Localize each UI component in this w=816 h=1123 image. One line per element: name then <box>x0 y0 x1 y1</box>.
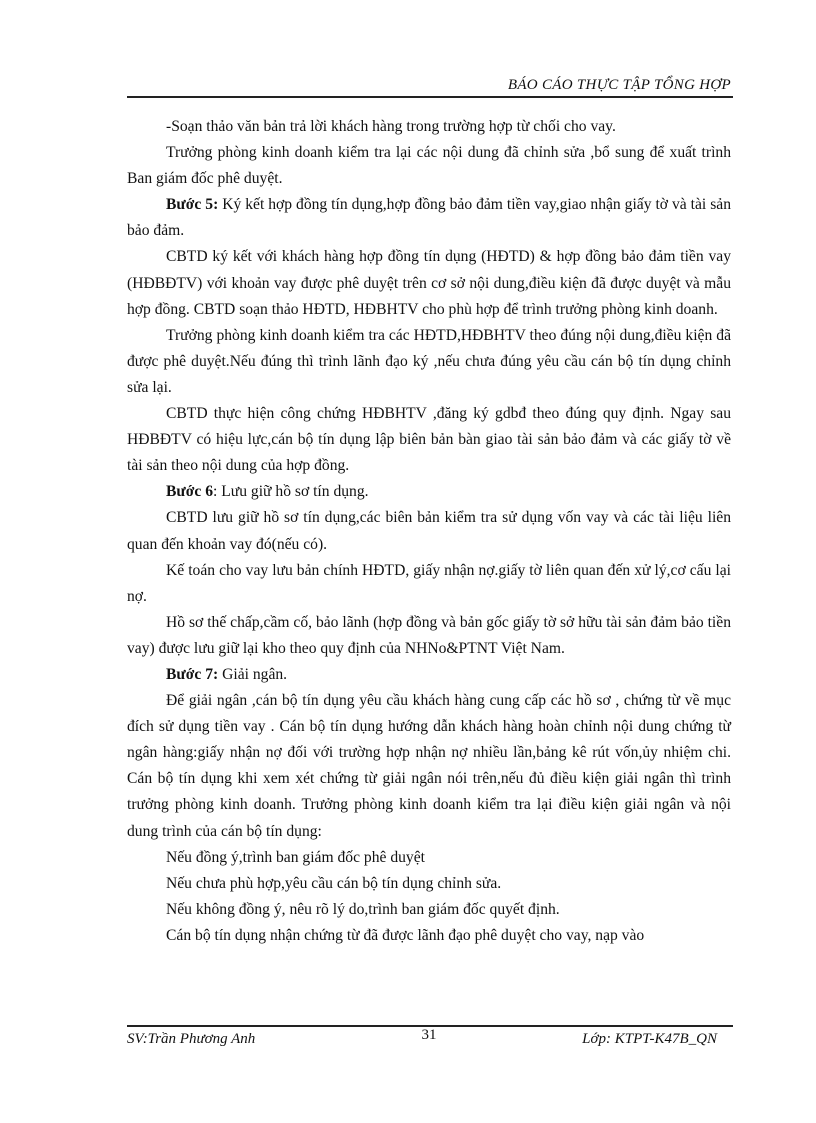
step-7-text: Giải ngân. <box>218 665 288 683</box>
step-6-text: : Lưu giữ hồ sơ tín dụng. <box>213 483 369 501</box>
paragraph: Cán bộ tín dụng nhận chứng từ đã được lãnh đạo phê duyệt cho vay, nạp vào <box>166 926 645 944</box>
step-5-paragraph <box>127 192 731 244</box>
list-item: Nếu không đồng ý, nêu rõ lý do,trình ban giám đốc quyết định. <box>166 900 560 918</box>
running-header: BÁO CÁO THỰC TẬP TỔNG HỢP <box>507 77 731 93</box>
step-7-paragraph <box>127 662 731 688</box>
paragraph: -Soạn thảo văn bản trả lời khách hàng trong trường hợp từ chối cho vay. <box>166 118 616 135</box>
page-number: 31 <box>421 1027 437 1043</box>
list-item: Nếu đồng ý,trình ban giám đốc phê duyệt <box>166 848 425 866</box>
step-5-text: Ký kết hợp đồng tín dụng,hợp đồng bảo đảm tiền vay,giao nhận giấy tờ và tài sản bảo đảm. <box>127 196 732 240</box>
paragraph: Trưởng phòng kinh doanh kiểm tra lại các nội dung đã chỉnh sửa ,bổ sung để xuất trình Ban giám đốc phê duyệt. <box>127 144 731 188</box>
paragraph: CBTD ký kết với khách hàng hợp đồng tín dụng (HĐTD) & hợp đồng bảo đảm tiền vay (HĐBĐTV) với khoản vay được phê duyệt trên cơ sở nội dung,điều kiện đã được duyệt và mẫu hợp đồng. CBTD soạn thảo HĐTD, HĐBHTV cho phù hợp để trình trưởng phòng kinh doanh. <box>127 248 731 318</box>
paragraph: CBTD thực hiện công chứng HĐBHTV ,đăng ký gdbđ theo đúng quy định. Ngay sau HĐBĐTV có hiệu lực,cán bộ tín dụng lập biên bản bàn giao tài sản bảo đảm và các giấy tờ về tài sản theo nội dung của hợp đồng. <box>127 405 731 475</box>
step-6-paragraph <box>127 479 731 505</box>
page-footer <box>127 1027 731 1049</box>
paragraph: Trưởng phòng kinh doanh kiểm tra các HĐTD,HĐBHTV theo đúng nội dung,điều kiện đã được phê duyệt.Nếu đúng thì trình lãnh đạo ký ,nếu chưa đúng yêu cầu cán bộ tín dụng chỉnh sửa lại. <box>127 326 731 396</box>
step-7-label: Bước 7: <box>166 665 219 683</box>
paragraph: Kế toán cho vay lưu bản chính HĐTD, giấy nhận nợ.giấy tờ liên quan đến xử lý,cơ cấu lại nợ. <box>127 561 731 605</box>
step-6-label: Bước 6 <box>166 483 214 501</box>
footer-class: Lớp: KTPT-K47B_QN <box>582 1031 717 1047</box>
paragraph: CBTD lưu giữ hồ sơ tín dụng,các biên bản kiểm tra sử dụng vốn vay và các tài liệu liên quan đến khoản vay đó(nếu có). <box>127 509 731 553</box>
paragraph: Để giải ngân ,cán bộ tín dụng yêu cầu khách hàng cung cấp các hồ sơ , chứng từ về mục đích sử dụng tiền vay . Cán bộ tín dụng hướng dẫn khách hàng hoàn chỉnh nội dung chứng từ ngân hàng:giấy nhận nợ đối với trường hợp nhận nợ nhiều lần,bảng kê rút vốn,ủy nhiệm chi. Cán bộ tín dụng khi xem xét chứng từ giải ngân nói trên,nếu đủ điều kiện giải ngân thì trình trưởng phòng kinh doanh. Trưởng phòng kinh doanh kiểm tra lại điều kiện giải ngân và nội dung trình của cán bộ tín dụng: <box>127 692 731 840</box>
header-divider <box>127 96 733 98</box>
list-item: Nếu chưa phù hợp,yêu cầu cán bộ tín dụng chỉnh sửa. <box>166 874 502 892</box>
footer-student: SV:Trần Phương Anh <box>127 1031 256 1047</box>
paragraph: Hồ sơ thế chấp,cầm cố, bảo lãnh (hợp đồng và bản gốc giấy tờ sở hữu tài sản đảm bảo tiền vay) được lưu giữ lại kho theo quy định của NHNo&PTNT Việt Nam. <box>127 613 731 657</box>
step-5-label: Bước 5: <box>166 196 219 214</box>
page-body <box>127 114 731 949</box>
